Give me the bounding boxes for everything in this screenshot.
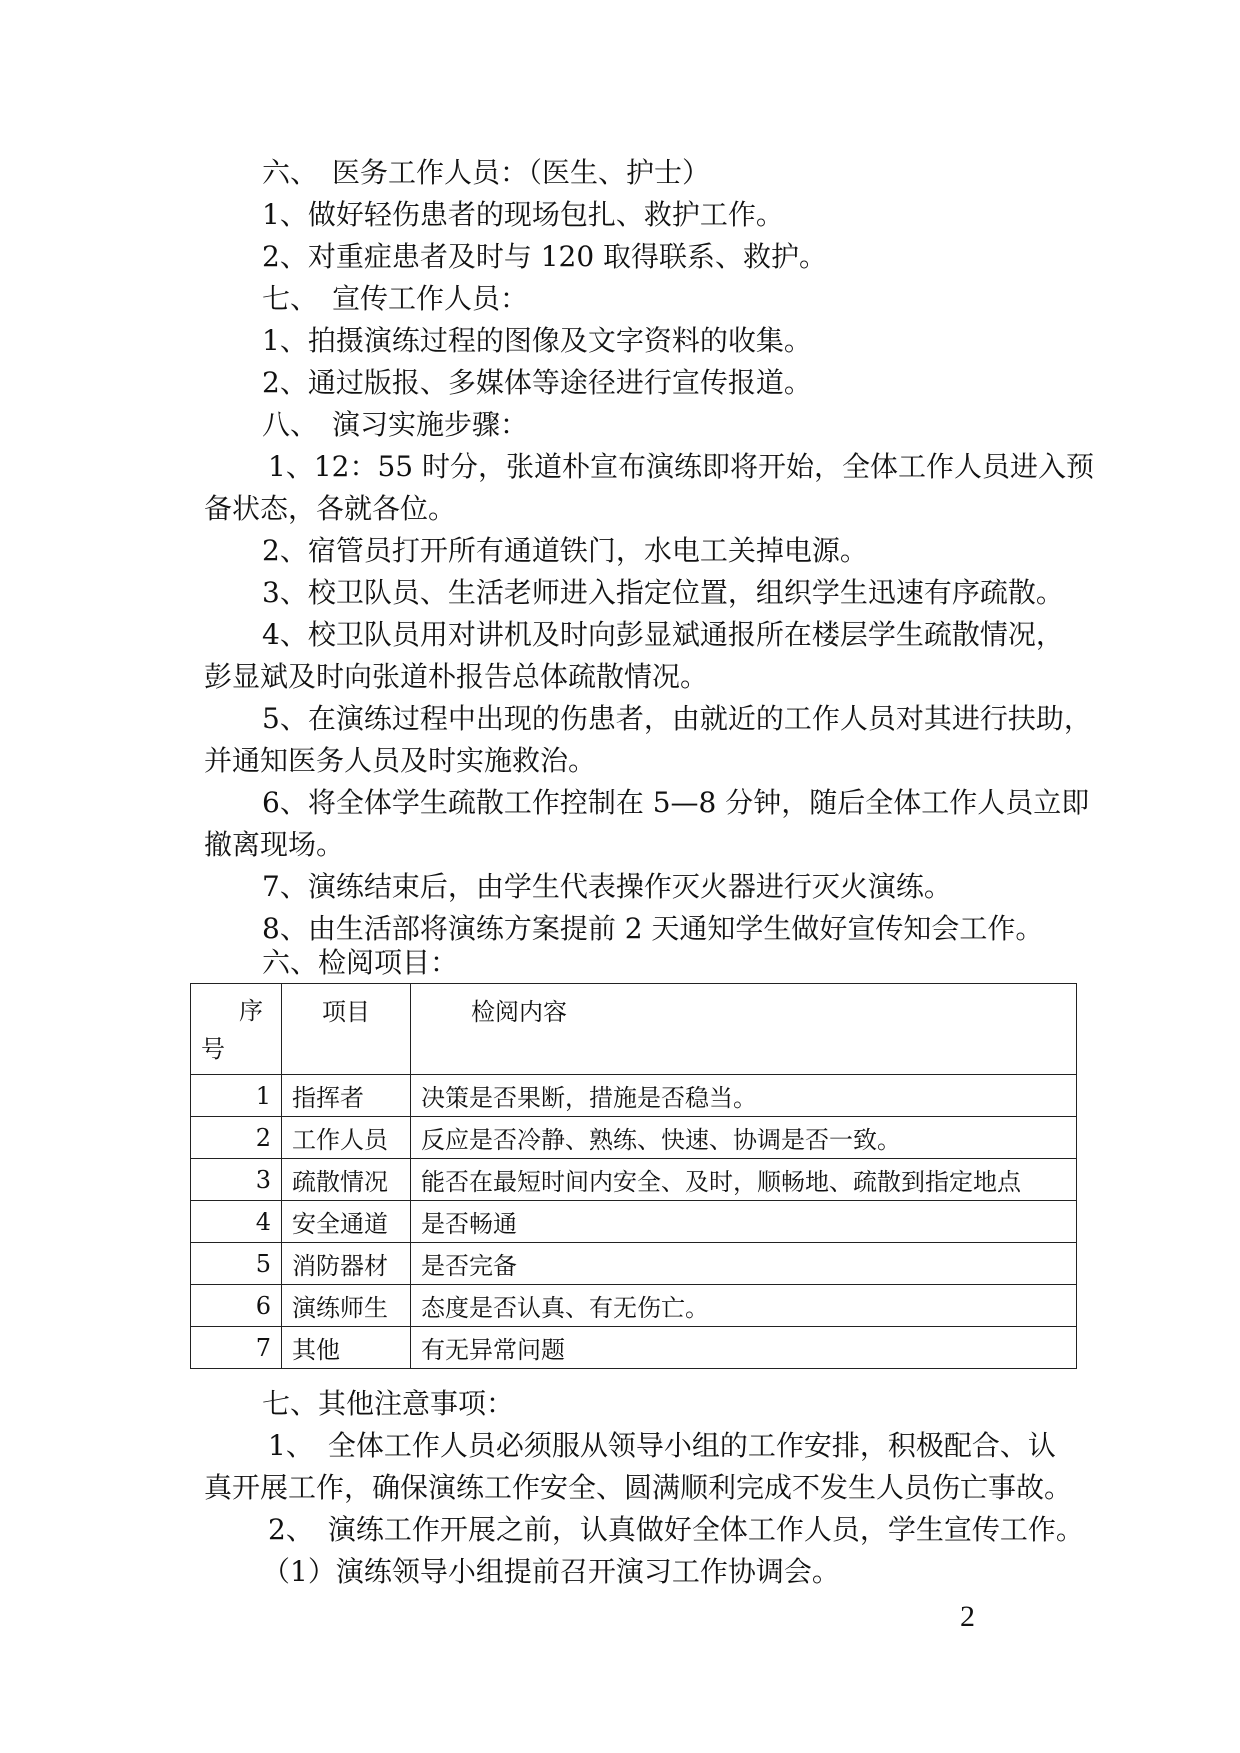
paragraph: 1、 全体工作人员必须服从领导小组的工作安排，积极配合、认 <box>268 1429 1056 1462</box>
header-no-bottom: 号 <box>201 1035 225 1063</box>
row-item: 疏散情况 <box>282 1159 411 1201</box>
row-content: 态度是否认真、有无伤亡。 <box>411 1285 1077 1327</box>
paragraph: 6、将全体学生疏散工作控制在 5—8 分钟，随后全体工作人员立即 <box>262 786 1090 819</box>
row-no: 6 <box>191 1285 282 1327</box>
paragraph-continuation: 备状态，各就各位。 <box>204 492 457 525</box>
table-row <box>191 1117 1077 1159</box>
page-number: 2 <box>960 1600 975 1633</box>
table-row <box>191 1243 1077 1285</box>
paragraph: 3、校卫队员、生活老师进入指定位置，组织学生迅速有序疏散。 <box>262 576 1064 609</box>
row-no: 2 <box>191 1117 282 1159</box>
review-items-table <box>190 983 1077 1369</box>
row-no: 7 <box>191 1327 282 1369</box>
section-medical-heading: 六、 医务工作人员：（医生、护士） <box>262 156 711 189</box>
paragraph: 2、通过版报、多媒体等途径进行宣传报道。 <box>262 366 812 399</box>
row-content: 是否完备 <box>411 1243 1077 1285</box>
row-no: 1 <box>191 1075 282 1117</box>
table-row <box>191 1159 1077 1201</box>
row-item: 消防器材 <box>282 1243 411 1285</box>
paragraph: （1）演练领导小组提前召开演习工作协调会。 <box>262 1555 840 1588</box>
header-item: 项目 <box>282 984 411 1075</box>
row-content: 是否畅通 <box>411 1201 1077 1243</box>
section-notes-heading: 七、其他注意事项： <box>262 1387 515 1420</box>
header-no <box>191 984 282 1075</box>
paragraph: 2、 演练工作开展之前，认真做好全体工作人员，学生宣传工作。 <box>268 1513 1084 1546</box>
row-content: 能否在最短时间内安全、及时，顺畅地、疏散到指定地点 <box>411 1159 1077 1201</box>
paragraph-continuation: 真开展工作，确保演练工作安全、圆满顺利完成不发生人员伤亡事故。 <box>204 1471 1073 1504</box>
paragraph: 7、演练结束后，由学生代表操作灭火器进行灭火演练。 <box>262 870 952 903</box>
row-item: 其他 <box>282 1327 411 1369</box>
row-no: 3 <box>191 1159 282 1201</box>
row-content: 有无异常问题 <box>411 1327 1077 1369</box>
section-review-heading: 六、检阅项目： <box>262 946 459 979</box>
row-no: 4 <box>191 1201 282 1243</box>
table-row <box>191 1075 1077 1117</box>
table-row <box>191 1285 1077 1327</box>
section-steps-heading: 八、 演习实施步骤： <box>262 408 529 441</box>
row-item: 工作人员 <box>282 1117 411 1159</box>
paragraph: 5、在演练过程中出现的伤患者，由就近的工作人员对其进行扶助， <box>262 702 1092 735</box>
row-content: 反应是否冷静、熟练、快速、协调是否一致。 <box>411 1117 1077 1159</box>
table-header-row <box>191 984 1077 1075</box>
paragraph-continuation: 撤离现场。 <box>204 828 345 861</box>
row-item: 安全通道 <box>282 1201 411 1243</box>
row-item: 指挥者 <box>282 1075 411 1117</box>
paragraph: 8、由生活部将演练方案提前 2 天通知学生做好宣传知会工作。 <box>262 912 1044 945</box>
paragraph: 4、校卫队员用对讲机及时向彭显斌通报所在楼层学生疏散情况， <box>262 618 1064 651</box>
paragraph: 2、宿管员打开所有通道铁门，水电工关掉电源。 <box>262 534 868 567</box>
paragraph: 1、做好轻伤患者的现场包扎、救护工作。 <box>262 198 784 231</box>
paragraph-continuation: 彭显斌及时向张道朴报告总体疏散情况。 <box>204 660 709 693</box>
row-content: 决策是否果断，措施是否稳当。 <box>411 1075 1077 1117</box>
section-publicity-heading: 七、 宣传工作人员： <box>262 282 529 315</box>
table-row <box>191 1327 1077 1369</box>
row-no: 5 <box>191 1243 282 1285</box>
table-row <box>191 1201 1077 1243</box>
header-content: 检阅内容 <box>411 984 1077 1075</box>
header-no-top: 序 <box>239 997 263 1025</box>
paragraph-continuation: 并通知医务人员及时实施救治。 <box>204 744 597 777</box>
paragraph: 1、12：55 时分，张道朴宣布演练即将开始，全体工作人员进入预 <box>268 450 1094 483</box>
paragraph: 2、对重症患者及时与 120 取得联系、救护。 <box>262 240 828 273</box>
row-item: 演练师生 <box>282 1285 411 1327</box>
paragraph: 1、拍摄演练过程的图像及文字资料的收集。 <box>262 324 812 357</box>
